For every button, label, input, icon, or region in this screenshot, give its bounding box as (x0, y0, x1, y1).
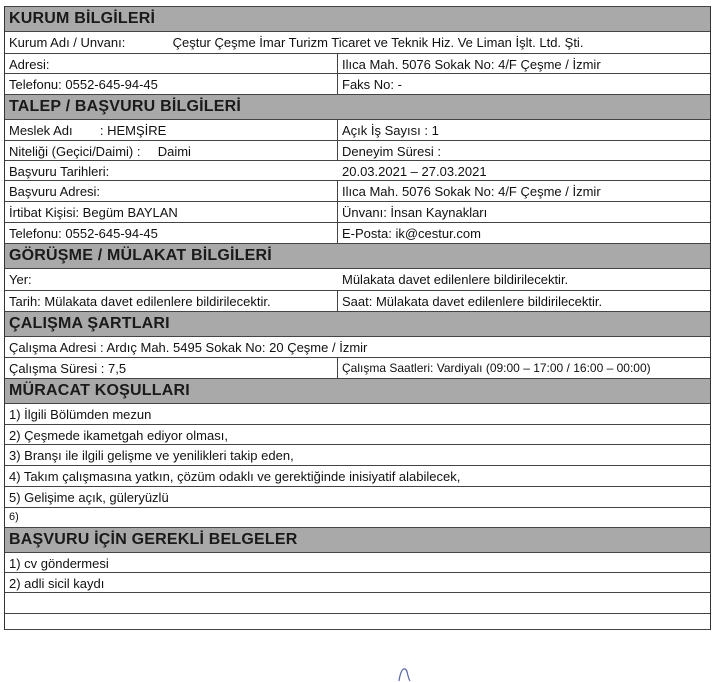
list-item (5, 572, 710, 592)
field-saat: Saat: Mülakata davet edilenlere bildirilecektir. (342, 294, 603, 309)
section-title: KURUM BİLGİLERİ (9, 10, 156, 27)
field-label: Başvuru Tarihleri: (9, 164, 110, 179)
form-row-calisma-adres (5, 336, 710, 357)
form-row-iletisim (5, 222, 710, 243)
list-item (5, 444, 710, 465)
field-label: Adresi: (5, 54, 338, 73)
field-value: Ilıca Mah. 5076 Sokak No: 4/F Çeşme / İzmir (342, 57, 601, 72)
form-row-calisma-sure (5, 357, 710, 378)
field-calisma-sure: Çalışma Süresi : 7,5 (5, 358, 338, 378)
document-text: 1) cv göndermesi (9, 556, 109, 571)
document-text (5, 593, 710, 613)
section-title: ÇALIŞMA ŞARTLARI (9, 315, 170, 332)
field-calisma-saatleri: Çalışma Saatleri: Vardiyalı (09:00 – 17:00 / 16:00 – 00:00) (342, 361, 651, 375)
form-row-unvan (5, 31, 710, 53)
section-title: TALEP / BAŞVURU BİLGİLERİ (9, 98, 241, 115)
field-faks: Faks No: - (342, 77, 402, 92)
field-irtibat: İrtibat Kişisi: Begüm BAYLAN (5, 202, 338, 222)
form-row-mulakat (5, 290, 710, 311)
field-value: Çeştur Çeşme İmar Turizm Ticaret ve Teknik Hiz. Ve Liman İşlt. Ltd. Şti. (172, 35, 584, 50)
field-label: Meslek Adı (9, 123, 73, 138)
section-header-talep (5, 94, 710, 119)
form-row-yer (5, 268, 710, 290)
field-unvan: Ünvanı: İnsan Kaynakları (342, 205, 488, 220)
section-header-kurum (5, 6, 710, 31)
application-form (4, 6, 711, 630)
form-row-irtibat (5, 201, 710, 222)
field-value: Ilıca Mah. 5076 Sokak No: 4/F Çeşme / İzmir (342, 184, 601, 199)
section-title: MÜRACAT KOŞULLARI (9, 382, 190, 399)
field-label: Kurum Adı / Unvanı: (9, 35, 126, 50)
form-row-telefon (5, 73, 710, 94)
field-telefon: Telefonu: 0552-645-94-45 (5, 74, 338, 94)
field-deneyim: Deneyim Süresi : (342, 144, 441, 159)
field-calisma-adres: Çalışma Adresi : Ardıç Mah. 5495 Sokak No: 20 Çeşme / İzmir (9, 340, 368, 355)
section-title: GÖRÜŞME / MÜLAKAT BİLGİLERİ (9, 247, 272, 264)
blank-row (5, 613, 710, 630)
field-label: Yer: (9, 272, 32, 287)
field-label: Niteliği (Geçici/Daimi) : (9, 144, 141, 159)
field-eposta: E-Posta: ik@cestur.com (342, 226, 481, 241)
list-item (5, 592, 710, 613)
section-header-calisma (5, 311, 710, 336)
section-header-belgeler (5, 527, 710, 552)
document-text: 2) adli sicil kaydı (9, 576, 105, 591)
list-item (5, 507, 710, 527)
form-row-meslek (5, 119, 710, 140)
form-row-adres (5, 53, 710, 73)
condition-text: 1) İlgili Bölümden mezun (9, 407, 152, 422)
field-value: Mülakata davet edilenlere bildirilecektir. (342, 272, 569, 287)
form-row-basvuru-adres (5, 180, 710, 201)
section-header-muracat (5, 378, 710, 403)
list-item (5, 486, 710, 507)
field-acik-is: Açık İş Sayısı : 1 (342, 123, 439, 138)
section-header-gorusme (5, 243, 710, 268)
condition-text: 2) Çeşmede ikametgah ediyor olması, (9, 428, 228, 443)
field-telefon: Telefonu: 0552-645-94-45 (5, 223, 338, 243)
list-item (5, 552, 710, 572)
list-item (5, 403, 710, 424)
condition-text: 6) (9, 511, 19, 523)
list-item (5, 424, 710, 444)
list-item (5, 465, 710, 486)
condition-text: 3) Branşı ile ilgili gelişme ve yenilikleri takip eden, (9, 448, 294, 463)
condition-text: 5) Gelişime açık, güleryüzlü (9, 490, 169, 505)
form-row-tarih (5, 160, 710, 180)
field-value: Daimi (157, 144, 191, 159)
field-tarih: Tarih: Mülakata davet edilenlere bildirilecektir. (5, 291, 338, 311)
field-label: Başvuru Adresi: (5, 181, 338, 201)
section-title: BAŞVURU İÇİN GEREKLİ BELGELER (9, 531, 298, 548)
field-value: 20.03.2021 – 27.03.2021 (342, 164, 487, 179)
condition-text: 4) Takım çalışmasına yatkın, çözüm odaklı ve gerektiğinde inisiyatif alabilecek, (9, 469, 461, 484)
form-row-nitelik (5, 140, 710, 160)
field-value: : HEMŞİRE (99, 123, 167, 138)
